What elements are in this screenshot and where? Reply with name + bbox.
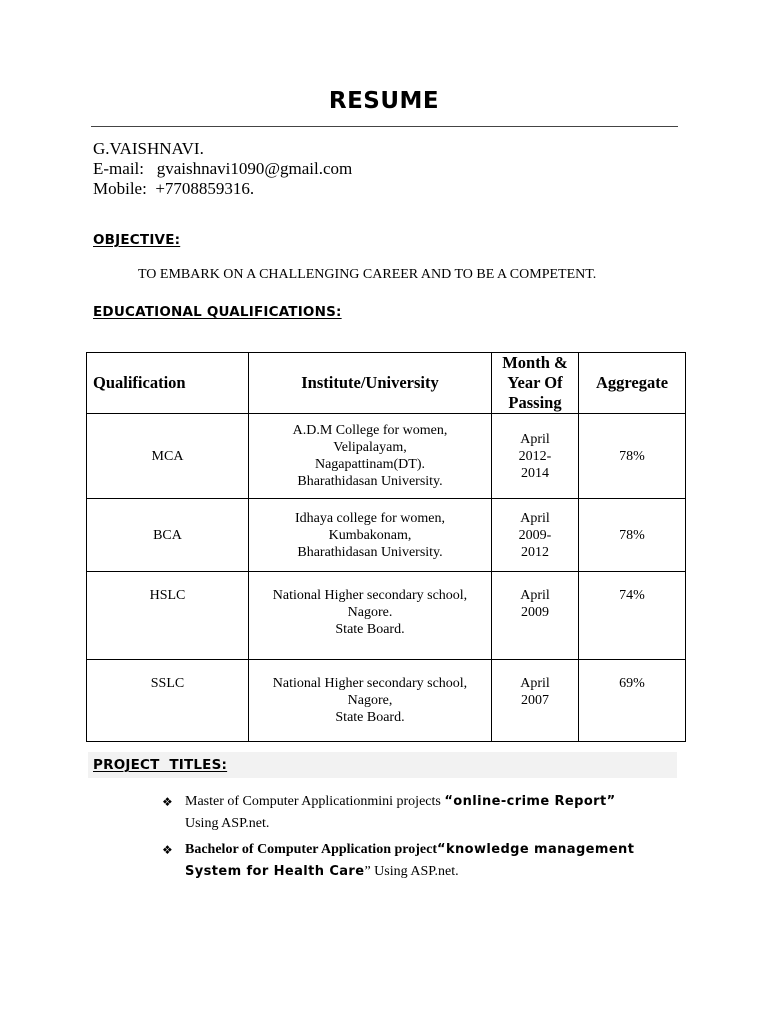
list-item (162, 791, 682, 835)
year-line: 2009 (521, 605, 549, 620)
project-2-suffix: ” Using ASP.net. (364, 864, 459, 879)
qualification-cell: MCA (87, 414, 249, 499)
diamond-bullet-icon: ❖ (162, 795, 173, 809)
education-table (86, 352, 686, 742)
header-year (492, 353, 579, 414)
project-1-suffix: Using ASP.net. (185, 816, 270, 831)
email-value: gvaishnavi1090@gmail.com (156, 159, 353, 178)
year-line: April (520, 676, 550, 691)
institute-cell (249, 414, 492, 499)
year-line: April (520, 431, 550, 447)
aggregate-cell: 74% (579, 572, 686, 660)
qualification-cell: HSLC (87, 572, 249, 660)
year-line: 2007 (521, 693, 549, 708)
institute-line: Nagore. (347, 605, 393, 620)
title-divider (91, 126, 678, 127)
diamond-bullet-icon: ❖ (162, 843, 173, 857)
institute-line: National Higher secondary school, (272, 676, 468, 691)
header-year-line: Passing (508, 393, 562, 412)
year-cell (492, 499, 579, 572)
aggregate-cell: 78% (579, 499, 686, 572)
header-institute: Institute/University (249, 353, 492, 414)
institute-line: A.D.M College for women, (292, 423, 448, 438)
project-heading: PROJECT TITLES: (93, 757, 228, 773)
institute-line: National Higher secondary school, (272, 588, 468, 603)
objective-heading: OBJECTIVE: (93, 232, 181, 248)
project-1-prefix: Master of Computer Applicationmini projects (185, 794, 445, 809)
contact-block (93, 139, 352, 199)
header-aggregate: Aggregate (579, 353, 686, 414)
project-list (162, 791, 682, 887)
mobile-label: Mobile: (93, 179, 147, 198)
institute-line: Nagore, (347, 693, 393, 708)
header-qualification: Qualification (87, 353, 249, 414)
list-item (162, 839, 682, 883)
resume-title: RESUME (328, 88, 440, 114)
institute-line: Velipalayam, (333, 440, 407, 455)
institute-line: Nagapattinam(DT). (314, 457, 425, 472)
project-1-title: “online-crime Report” (444, 794, 616, 809)
qualification-cell: SSLC (87, 660, 249, 742)
institute-cell (249, 499, 492, 572)
institute-line: Bharathidasan University. (297, 474, 443, 489)
email-label: E-mail: (93, 159, 144, 178)
table-header-row (87, 353, 686, 414)
header-year-line: Month & (502, 353, 568, 372)
project-2-title: “knowledge management System for Health Care (185, 842, 635, 879)
year-line: April (520, 588, 550, 603)
institute-line: State Board. (335, 710, 405, 725)
institute-cell (249, 572, 492, 660)
education-heading: EDUCATIONAL QUALIFICATIONS: (93, 304, 342, 320)
mobile-value: +7708859316. (155, 179, 255, 198)
institute-line: State Board. (335, 622, 405, 637)
table-row (87, 660, 686, 742)
mobile-line (93, 179, 352, 199)
year-cell (492, 572, 579, 660)
aggregate-cell: 78% (579, 414, 686, 499)
year-cell (492, 414, 579, 499)
aggregate-cell: 69% (579, 660, 686, 742)
project-2-prefix: Bachelor of Computer Application project (185, 842, 437, 857)
institute-cell (249, 660, 492, 742)
email-line (93, 159, 352, 179)
institute-line: Kumbakonam, (328, 527, 412, 543)
qualification-cell: BCA (87, 499, 249, 572)
objective-text: TO EMBARK ON A CHALLENGING CAREER AND TO BE A COMPETENT. (138, 267, 597, 282)
year-line: 2012- (518, 448, 552, 464)
year-line: April (520, 510, 550, 526)
year-line: 2012 (521, 544, 549, 560)
institute-line: Bharathidasan University. (297, 544, 443, 560)
table-row (87, 414, 686, 499)
year-cell (492, 660, 579, 742)
candidate-name: G.VAISHNAVI. (93, 139, 204, 158)
header-year-line: Year Of (507, 373, 563, 392)
year-line: 2009- (518, 527, 552, 543)
table-row (87, 572, 686, 660)
year-line: 2014 (521, 465, 549, 481)
institute-line: Idhaya college for women, (294, 510, 446, 526)
table-row (87, 499, 686, 572)
